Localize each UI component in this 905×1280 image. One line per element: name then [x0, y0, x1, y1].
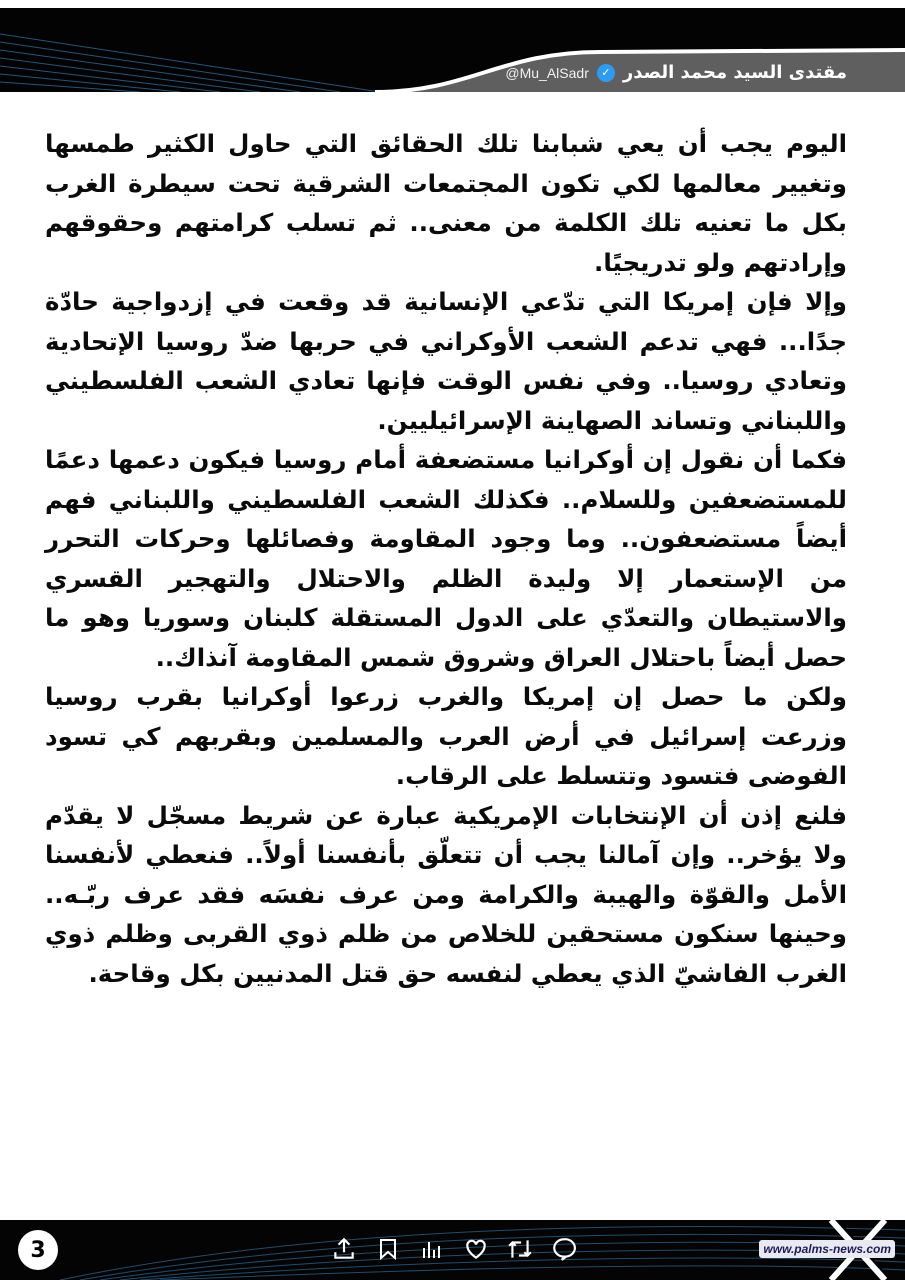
deco-line: [0, 82, 140, 92]
repost-icon[interactable]: [506, 1234, 534, 1264]
footer-bar: [0, 1220, 905, 1280]
verified-badge-icon: ✓: [597, 64, 615, 82]
reply-icon[interactable]: [550, 1234, 578, 1264]
deco-line: [160, 1266, 905, 1280]
views-icon[interactable]: [418, 1234, 446, 1264]
action-bar: [330, 1234, 578, 1264]
bookmark-icon[interactable]: [374, 1234, 402, 1264]
deco-line: [0, 42, 340, 92]
profile-info[interactable]: [505, 62, 847, 83]
header-banner: [0, 8, 905, 92]
user-handle[interactable]: @Mu_AlSadr: [505, 64, 589, 81]
post-paragraph: اليوم يجب أن يعي شبابنا تلك الحقائق التي حاول الكثير طمسها وتغيير معالمها لكي تكون المجتمعات الشرقية تحت سيطرة الغرب بكل ما تعنيه تلك الكلمة من معنى.. ثم تسلب كرامتهم وحقوقهم وإرادتهم ولو تدريجيًا.: [45, 129, 847, 277]
post-paragraph: ولكن ما حصل إن إمريكا والغرب زرعوا أوكرانيا بقرب روسيا وزرعت إسرائيل في أرض العرب والمسلمين وبقربهم كي تسود الفوضى فتسود وتتسلط على الرقاب.: [45, 682, 847, 790]
like-icon[interactable]: [462, 1234, 490, 1264]
post-paragraph: وإلا فإن إمريكا التي تدّعي الإنسانية قد وقعت في إزدواجية حادّة جدًا... فهي تدعم الشعب الأوكراني في حربها ضدّ روسيا الإتحادية وتعادي روسيا.. وفي نفس الوقت فإنها تعادي الشعب الفلسطيني واللبناني وتساند الصهاينة الإسرائيليين.: [45, 287, 847, 435]
post-paragraph: فلنع إذن أن الإنتخابات الإمريكية عبارة عن شريط مسجّل لا يقدّم ولا يؤخر.. وإن آمالنا يجب أن تتعلّق بأنفسنا أولاً.. فنعطي لأنفسنا الأمل والقوّة والهيبة والكرامة ومن عرف نفسَه فقد عرف ربّـه.. وحينها سنكون مستحقين للخلاص من ظلم ذوي القربى وظلم ذوي الغرب الفاشيّ الذي يعطي لنفسه حق قتل المدنيين بكل وقاحة.: [45, 800, 847, 988]
watermark: www.palms-news.com: [759, 1240, 895, 1258]
post-body: [45, 124, 847, 993]
post-paragraph: فكما أن نقول إن أوكرانيا مستضعفة أمام روسيا فيكون دعمها دعمًا للمستضعفين وللسلام.. فكذلك الشعب الفلسطيني واللبناني فهم أيضاً مستضعفون.. وما وجود المقاومة وفصائلها وحركات التحرر من الإستعمار إلا وليدة الظلم والاحتلال والتهجير القسري والاستيطان والتعدّي على الدول المستقلة كلبنان وسوريا وهو ما حصل أيضاً باحتلال العراق وشروق شمس المقاومة آنذاك..: [45, 445, 847, 672]
user-display-name[interactable]: مقتدى السيد محمد الصدر: [622, 62, 847, 83]
share-icon[interactable]: [330, 1234, 358, 1264]
page-number: 3: [18, 1230, 58, 1270]
